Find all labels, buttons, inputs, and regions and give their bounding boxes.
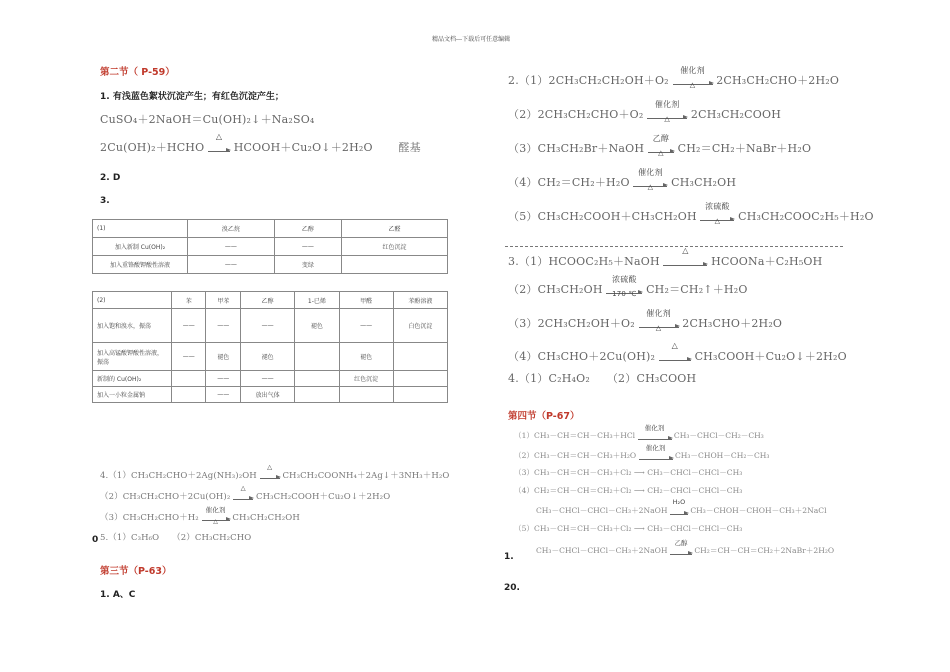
e3-3-equation (508, 309, 783, 332)
table-cell: 加入一小粒金属钠 (93, 387, 172, 403)
equation-right: CH₂＝CH₂＋NaBr＋H₂O (677, 142, 812, 155)
table-cell: —— (274, 238, 341, 256)
q3-label: 3. (100, 196, 110, 206)
s4-5-equation: （5）CH₃－CH＝CH－CH₃＋Cl₂ ⟶ CH₃－CHCl－CHCl－CH₃ (514, 524, 743, 533)
e2-1-equation (508, 66, 840, 89)
q4-2-equation (100, 484, 391, 502)
reaction-arrow (670, 539, 692, 555)
arrow-condition: △ (671, 341, 679, 350)
table-cell (393, 387, 447, 403)
q4-3-equation (100, 506, 300, 525)
s4-2-equation (514, 444, 770, 461)
section-4-title: 第四节（P-67） (508, 411, 580, 422)
reaction-arrow (673, 66, 713, 89)
equation-right: CH₃CH₂COONH₄＋2Ag↓＋3NH₃＋H₂O (282, 471, 450, 481)
table-header: 1-已烯 (295, 292, 339, 309)
equation-left: 2Cu(OH)₂＋HCHO (100, 141, 205, 154)
table-cell (339, 387, 393, 403)
arrow-solvent: 乙醇 (674, 539, 688, 547)
reaction-arrow (663, 246, 707, 268)
table-header: (2) (93, 292, 172, 309)
table-cell: —— (206, 387, 241, 403)
arrow-solvent: 乙醇 (652, 134, 670, 143)
s4-4b-equation (536, 498, 827, 516)
equation-right: HCOONa＋C₂H₅OH (711, 255, 823, 268)
arrow-condition: △ (689, 81, 696, 89)
answer-number-1: 1. (504, 552, 514, 562)
e2-2-equation (508, 100, 781, 123)
e2-4-equation (508, 168, 737, 191)
s4-3-equation: （3）CH₃－CH＝CH－CH₃＋Cl₂ ⟶ CH₃－CHCl－CHCl－CH₃ (514, 468, 743, 477)
answer-number-20: 20. (504, 583, 520, 593)
arrow-condition: △ (267, 463, 273, 471)
arrow-catalyst: 催化剂 (644, 424, 665, 432)
q5-answer: 5.（1）C₃H₆O （2）CH₃CH₂CHO (100, 533, 252, 543)
arrow-condition: △ (655, 324, 662, 332)
table-cell: 红色沉淀 (342, 238, 448, 256)
table-cell (295, 371, 339, 387)
reaction-arrow (659, 341, 691, 363)
arrow-catalyst: 催化剂 (205, 506, 226, 514)
arrow-catalyst: 催化剂 (654, 100, 680, 109)
arrow-solvent: H₂O (672, 498, 686, 506)
arrow-condition: △ (714, 217, 721, 225)
page-header: 精品文档---下载后可任意编辑 (432, 36, 511, 43)
equation-right: CH₃COOH＋Cu₂O↓＋2H₂O (694, 350, 847, 363)
s4-4-equation: （4）CH₂＝CH－CH＝CH₂＋Cl₂ ⟶ CH₂－CHCl－CHCl－CH₃ (514, 486, 743, 495)
reaction-arrow (260, 463, 280, 481)
equation-left: 3.（1）HCOOC₂H₅＋NaOH (508, 255, 660, 268)
arrow-catalyst: 催化剂 (645, 444, 666, 452)
e2-3-equation (508, 134, 812, 157)
e3-2-equation (508, 275, 748, 298)
equation-left: （3）CH₃CH₂Br＋NaOH (508, 142, 645, 155)
reaction-arrow (202, 506, 230, 525)
table-cell (295, 387, 339, 403)
table-cell: 白色沉淀 (393, 309, 447, 343)
reaction-arrow (647, 100, 687, 123)
aldehyde-group-note: 醛基 (398, 141, 421, 154)
table-cell: —— (241, 371, 295, 387)
arrow-catalyst: 催化剂 (680, 66, 705, 75)
arrow-catalyst: 催化剂 (638, 168, 663, 177)
table-cell (393, 343, 447, 371)
table-cell: 放出气体 (241, 387, 295, 403)
table-cell: —— (339, 309, 393, 343)
reaction-arrow (606, 275, 642, 298)
table-cell: 加入重铬酸钾酸性溶液 (93, 256, 188, 274)
reaction-arrow (233, 484, 253, 502)
equation-right: CH₂＝CH₂↑＋H₂O (646, 283, 748, 296)
q1-answer: 1. 有浅蓝色絮状沉淀产生；有红色沉淀产生； (100, 92, 284, 102)
arrow-condition: △ (682, 246, 689, 255)
e3-1-equation (508, 246, 823, 269)
reaction-arrow (648, 134, 674, 157)
reagent-table-2 (92, 291, 448, 403)
table-cell: —— (172, 309, 206, 343)
table-header: 乙醇 (241, 292, 295, 309)
q1-equation-1: CuSO₄＋2NaOH＝Cu(OH)₂↓＋Na₂SO₄ (100, 113, 315, 126)
reaction-arrow (639, 444, 673, 460)
equation-right: 2CH₃CH₂COOH (690, 108, 781, 121)
reagent-table-1 (92, 219, 448, 274)
table-cell: —— (172, 343, 206, 371)
arrow-condition: △ (215, 132, 223, 141)
q4-1-equation (100, 463, 450, 481)
reaction-arrow (639, 309, 679, 332)
table-header: 甲醛 (339, 292, 393, 309)
table-cell: 褪色 (206, 343, 241, 371)
equation-left: CH₃－CHCl－CHCl－CH₃＋2NaOH (536, 506, 668, 515)
equation-left: （5）CH₃CH₂COOH＋CH₃CH₂OH (508, 210, 697, 223)
table-cell (295, 343, 339, 371)
table-cell: 褪色 (339, 343, 393, 371)
equation-left: （4）CH₂＝CH₂＋H₂O (508, 176, 630, 189)
equation-right: CH₃－CHCl－CH₂－CH₃ (673, 431, 764, 440)
table-header: 苯 (172, 292, 206, 309)
equation-left: （2）CH₃－CH＝CH－CH₃＋H₂O (514, 451, 637, 460)
arrow-catalyst: 浓硫酸 (612, 275, 637, 284)
table-cell: 加入高锰酸钾酸性溶液，振荡 (93, 343, 172, 371)
section-2-title: 第二节（ P-59） (100, 67, 175, 78)
table-cell: —— (206, 371, 241, 387)
q2-answer: 2. D (100, 173, 121, 183)
arrow-condition: △ (664, 115, 670, 123)
table-cell: —— (206, 309, 241, 343)
table-header: 溴乙烷 (188, 220, 275, 238)
equation-left: （2）CH₃CH₂CHO＋2Cu(OH)₂ (100, 492, 231, 502)
table-cell (393, 371, 447, 387)
e2-5-equation (508, 202, 874, 225)
equation-left: （3）2CH₃CH₂OH＋O₂ (508, 317, 635, 330)
s4-1-equation (514, 424, 764, 441)
table-cell: 加入新制 Cu(OH)₂ (93, 238, 188, 256)
q1-equation-2 (100, 132, 421, 155)
arrow-temperature: 170 ℃ (612, 290, 637, 298)
arrow-condition: △ (647, 183, 654, 191)
equation-left: （3）CH₃CH₂CHO＋H₂ (100, 513, 199, 523)
table-cell: 加入饱和溴水，振荡 (93, 309, 172, 343)
reaction-arrow (700, 202, 734, 225)
reaction-arrow (638, 424, 672, 440)
arrow-condition: △ (213, 518, 218, 525)
equation-left: 2.（1）2CH₃CH₂CH₂OH＋O₂ (508, 74, 669, 87)
table-cell: 褪色 (241, 343, 295, 371)
arrow-condition: △ (658, 149, 664, 157)
equation-right: HCOOH＋Cu₂O↓＋2H₂O (233, 141, 373, 154)
equation-right: CH₃CH₂CH₂OH (232, 513, 300, 523)
reaction-arrow (670, 498, 688, 515)
equation-right: CH₃－CHOH－CHOH－CH₃＋2NaCl (690, 506, 827, 515)
table-cell: 变绿 (274, 256, 341, 274)
table-cell: 褪色 (295, 309, 339, 343)
equation-left: （1）CH₃－CH＝CH－CH₃＋HCl (514, 431, 636, 440)
table-cell: —— (188, 238, 275, 256)
reaction-arrow (633, 168, 667, 191)
arrow-condition: △ (240, 484, 246, 492)
equation-left: （4）CH₃CHO＋2Cu(OH)₂ (508, 350, 656, 363)
arrow-catalyst: 浓硫酸 (705, 202, 730, 211)
stray-zero: 0 (92, 535, 99, 545)
equation-right: CH₃－CHOH－CH₂－CH₃ (674, 451, 770, 460)
equation-right: 2CH₃CH₂CHO＋2H₂O (716, 74, 840, 87)
table-cell (172, 387, 206, 403)
e3-4-equation (508, 341, 847, 364)
table-header: 乙醇 (274, 220, 341, 238)
table-header: 甲苯 (206, 292, 241, 309)
equation-right: CH₃CH₂COOC₂H₅＋H₂O (738, 210, 874, 223)
equation-left: 4.（1）CH₃CH₂CHO＋2Ag(NH₃)₂OH (100, 471, 257, 481)
equation-right: CH₃CH₂OH (671, 176, 737, 189)
equation-left: CH₃－CHCl－CHCl－CH₃＋2NaOH (536, 546, 668, 555)
s4-5b-equation (536, 539, 835, 556)
table-cell: 红色沉淀 (339, 371, 393, 387)
e4-answer: 4.（1）C₂H₄O₂ （2）CH₃COOH (508, 372, 697, 385)
table-cell: —— (241, 309, 295, 343)
equation-right: 2CH₃CHO＋2H₂O (682, 317, 783, 330)
sec3-q1-answer: 1. A、C (100, 590, 136, 600)
table-cell (172, 371, 206, 387)
equation-right: CH₂＝CH－CH＝CH₂＋2NaBr＋2H₂O (694, 546, 835, 555)
table-header: 苯酚溶液 (393, 292, 447, 309)
arrow-catalyst: 催化剂 (646, 309, 671, 318)
table-header: (1) (93, 220, 188, 238)
equation-right: CH₃CH₂COOH＋Cu₂O↓＋2H₂O (255, 492, 391, 502)
equation-left: （2）CH₃CH₂OH (508, 283, 603, 296)
table-cell (342, 256, 448, 274)
reaction-arrow (208, 132, 230, 154)
table-cell: —— (188, 256, 275, 274)
table-cell: 新制的 Cu(OH)₂ (93, 371, 172, 387)
section-3-title: 第三节（P-63） (100, 566, 172, 577)
table-header: 乙醛 (342, 220, 448, 238)
equation-left: （2）2CH₃CH₂CHO＋O₂ (508, 108, 644, 121)
